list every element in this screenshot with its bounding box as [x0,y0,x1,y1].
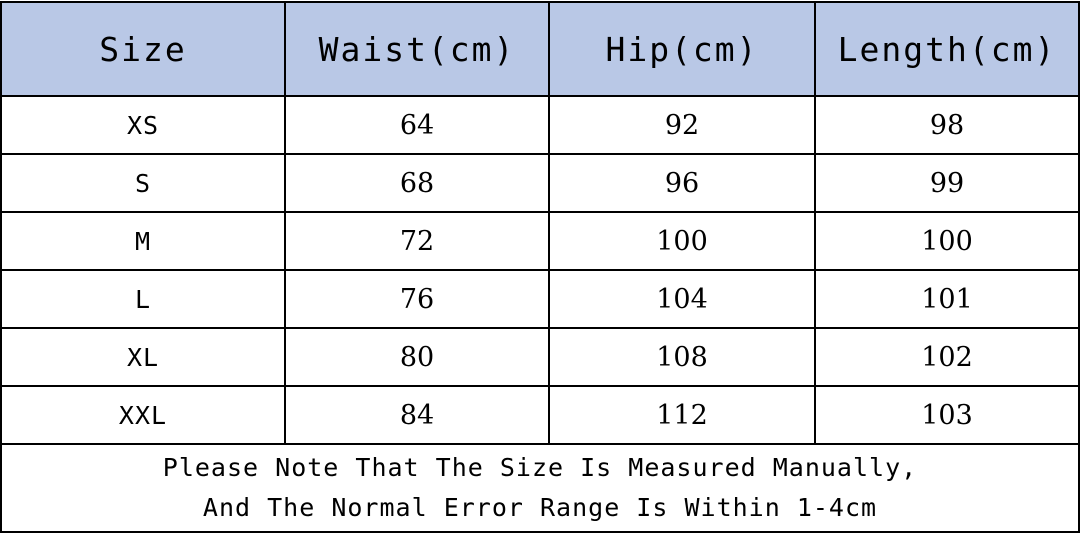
cell-size: XL [1,328,285,386]
cell-hip: 108 [549,328,815,386]
column-header-length: Length(cm) [815,2,1079,96]
table-row [1,96,1079,154]
cell-size: S [1,154,285,212]
note-line-1: Please Note That The Size Is Measured Manually, [162,453,918,482]
cell-length: 102 [815,328,1079,386]
cell-waist: 72 [285,212,549,270]
cell-hip: 112 [549,386,815,444]
cell-hip: 104 [549,270,815,328]
cell-hip: 100 [549,212,815,270]
column-header-hip: Hip(cm) [549,2,815,96]
cell-length: 101 [815,270,1079,328]
cell-waist: 68 [285,154,549,212]
cell-hip: 92 [549,96,815,154]
cell-waist: 76 [285,270,549,328]
table-note-row [1,444,1079,532]
table-header-row [1,2,1079,96]
cell-size: XS [1,96,285,154]
column-header-size: Size [1,2,285,96]
table-row [1,270,1079,328]
cell-size: XXL [1,386,285,444]
column-header-waist: Waist(cm) [285,2,549,96]
table-row [1,386,1079,444]
cell-length: 99 [815,154,1079,212]
measurement-note [1,444,1079,532]
cell-size: M [1,212,285,270]
size-chart [0,1,1080,522]
table-header [1,2,1079,96]
size-chart-table [0,1,1080,533]
note-line-2: And The Normal Error Range Is Within 1-4cm [202,493,878,522]
cell-waist: 80 [285,328,549,386]
cell-length: 98 [815,96,1079,154]
cell-hip: 96 [549,154,815,212]
table-body [1,96,1079,532]
cell-waist: 64 [285,96,549,154]
cell-length: 100 [815,212,1079,270]
table-row [1,154,1079,212]
table-row [1,212,1079,270]
cell-length: 103 [815,386,1079,444]
cell-waist: 84 [285,386,549,444]
table-row [1,328,1079,386]
cell-size: L [1,270,285,328]
